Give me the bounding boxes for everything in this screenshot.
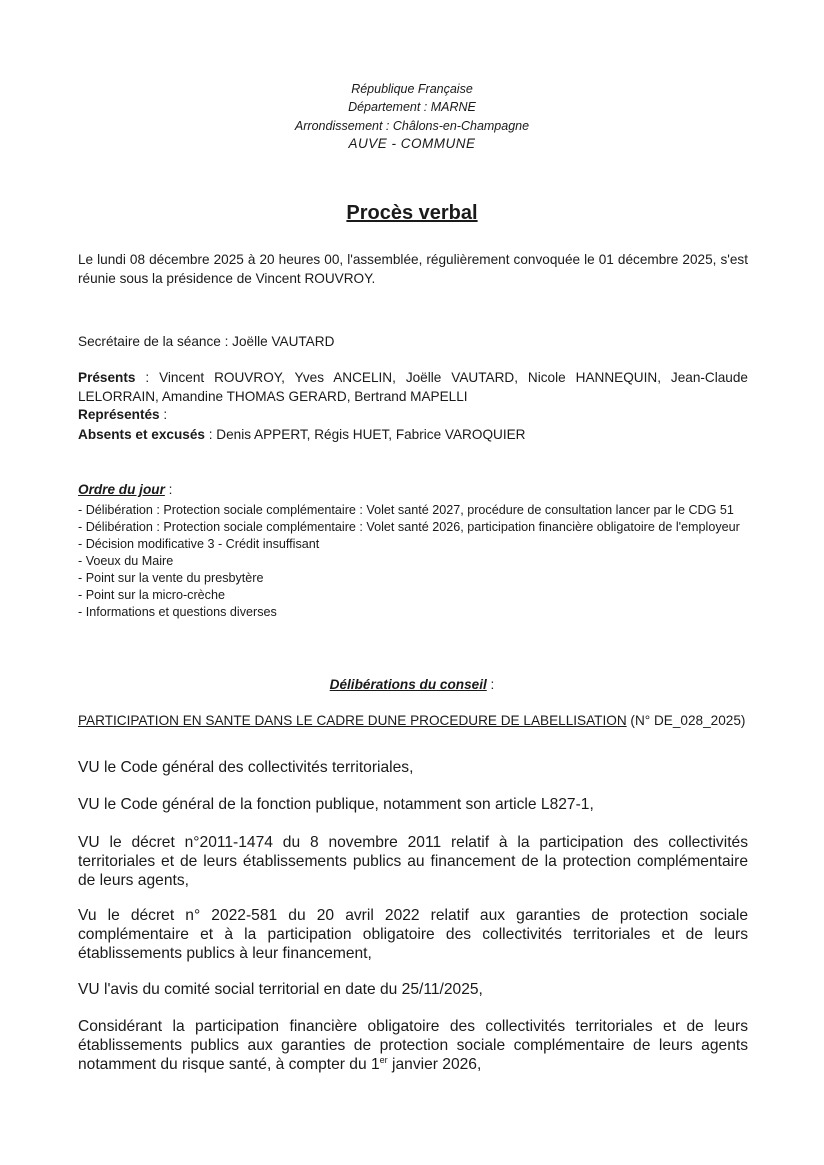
absent-names: : Denis APPERT, Régis HUET, Fabrice VAROQUIER (204, 427, 526, 442)
agenda-item: - Délibération : Protection sociale complémentaire : Volet santé 2026, participation financière obligatoire de l'employeur (78, 520, 740, 534)
deliberation-title-text: PARTICIPATION EN SANTE DANS LE CADRE DUNE PROCEDURE DE LABELLISATION (78, 713, 627, 728)
vu-paragraph: VU le décret n°2011-1474 du 8 novembre 2011 relatif à la participation des collectivités territoriales et de leurs établissements publics au financement de la protection complémentaire de leurs agents, (78, 834, 748, 889)
agenda-item: - Décision modificative 3 - Crédit insuffisant (78, 537, 320, 551)
page-title: Procès verbal (346, 202, 478, 224)
vu-paragraph: VU le Code général des collectivités territoriales, (78, 759, 414, 776)
agenda-heading: Ordre du jour (78, 482, 165, 497)
considerant-sup: er (379, 1054, 388, 1065)
intro-paragraph: Le lundi 08 décembre 2025 à 20 heures 00, l'assemblée, régulièrement convoquée le 01 décembre 2025, s'est réunie sous la présidence de Vincent ROUVROY. (78, 252, 748, 286)
present-line (78, 368, 748, 406)
agenda-item: - Point sur la vente du presbytère (78, 571, 264, 585)
absent-line (78, 425, 748, 444)
absent-label: Absents et excusés (78, 427, 205, 442)
agenda-item: - Point sur la micro-crèche (78, 588, 225, 602)
vu-paragraph: VU l'avis du comité social territorial en date du 25/11/2025, (78, 981, 483, 998)
secretary-line: Secrétaire de la séance : Joëlle VAUTARD (78, 334, 335, 349)
represented-names: : (159, 407, 168, 422)
considerant-text: Considérant la participation financière obligatoire des collectivités territoriales et de leurs établissements publics aux garanties de protection sociale complémentaire de leurs agents notamment du risque santé, à compter du 1 (78, 1018, 748, 1073)
considerant-end: janvier 2026, (387, 1056, 482, 1073)
header-republique: République Française (351, 82, 473, 96)
header-arrondissement: Arrondissement : Châlons-en-Champagne (294, 119, 530, 133)
agenda-list (78, 502, 748, 621)
header-departement: Département : MARNE (348, 100, 476, 114)
vu-paragraph: Vu le décret n° 2022-581 du 20 avril 2022 relatif aux garanties de protection sociale complémentaire et à la participation obligatoire des collectivités territoriales et de leurs établissements publics à leur financement, (78, 907, 748, 962)
considerant-paragraph (78, 1017, 748, 1074)
present-label: Présents (78, 370, 136, 385)
deliberation-title (78, 711, 748, 730)
deliberations-heading-line (0, 675, 824, 694)
agenda-item: - Informations et questions diverses (78, 605, 277, 619)
deliberations-colon: : (486, 677, 495, 692)
agenda-item: - Voeux du Maire (78, 554, 174, 568)
agenda-heading-line (78, 480, 748, 499)
agenda-colon: : (164, 482, 173, 497)
represented-label: Représentés (78, 407, 160, 422)
deliberations-heading: Délibérations du conseil (329, 677, 487, 692)
header-commune: AUVE - COMMUNE (348, 136, 476, 151)
represented-line (78, 405, 748, 424)
deliberation-ref: (N° DE_028_2025) (626, 713, 746, 728)
vu-paragraph: VU le Code général de la fonction publique, notamment son article L827-1, (78, 796, 594, 813)
agenda-item: - Délibération : Protection sociale complémentaire : Volet santé 2027, procédure de consultation lancer par le CDG 51 (78, 503, 734, 517)
present-names: : Vincent ROUVROY, Yves ANCELIN, Joëlle VAUTARD, Nicole HANNEQUIN, Jean-Claude LELORRAIN, Amandine THOMAS GERARD, Bertrand MAPELLI (78, 370, 748, 404)
